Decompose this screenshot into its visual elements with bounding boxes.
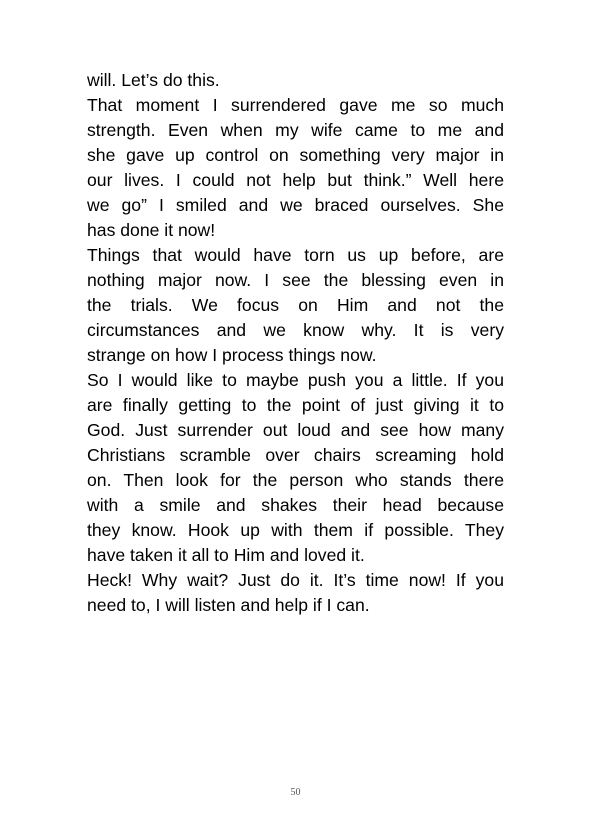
text-line: will. Let’s do this. [87, 70, 220, 90]
page-number: 50 [290, 787, 301, 798]
body-text [87, 68, 504, 618]
text-line: So I would like to maybe push you a little. If you [87, 370, 504, 390]
text-line: circumstances and we know why. It is very [87, 320, 504, 340]
text-line: Things that would have torn us up before, are [87, 245, 504, 265]
text-line: That moment I surrendered gave me so much [87, 95, 504, 115]
text-line: strange on how I process things now. [87, 345, 377, 365]
text-line: our lives. I could not help but think.” Well here [87, 170, 504, 190]
text-line: we go” I smiled and we braced ourselves. She [87, 195, 504, 215]
text-line: has done it now! [87, 220, 216, 240]
text-line: need to, I will listen and help if I can. [87, 595, 370, 615]
text-line: on. Then look for the person who stands there [87, 470, 504, 490]
text-line: the trials. We focus on Him and not the [87, 295, 504, 315]
text-line: strength. Even when my wife came to me and [87, 120, 504, 140]
text-line: God. Just surrender out loud and see how many [87, 420, 504, 440]
text-line: they know. Hook up with them if possible. They [87, 520, 504, 540]
text-line: with a smile and shakes their head because [87, 495, 504, 515]
text-line: Heck! Why wait? Just do it. It’s time now! If you [87, 570, 504, 590]
text-line: nothing major now. I see the blessing even in [87, 270, 504, 290]
text-line: Christians scramble over chairs screaming hold [87, 445, 504, 465]
text-line: have taken it all to Him and loved it. [87, 545, 365, 565]
text-line: are finally getting to the point of just giving it to [87, 395, 504, 415]
text-line: she gave up control on something very major in [87, 145, 504, 165]
